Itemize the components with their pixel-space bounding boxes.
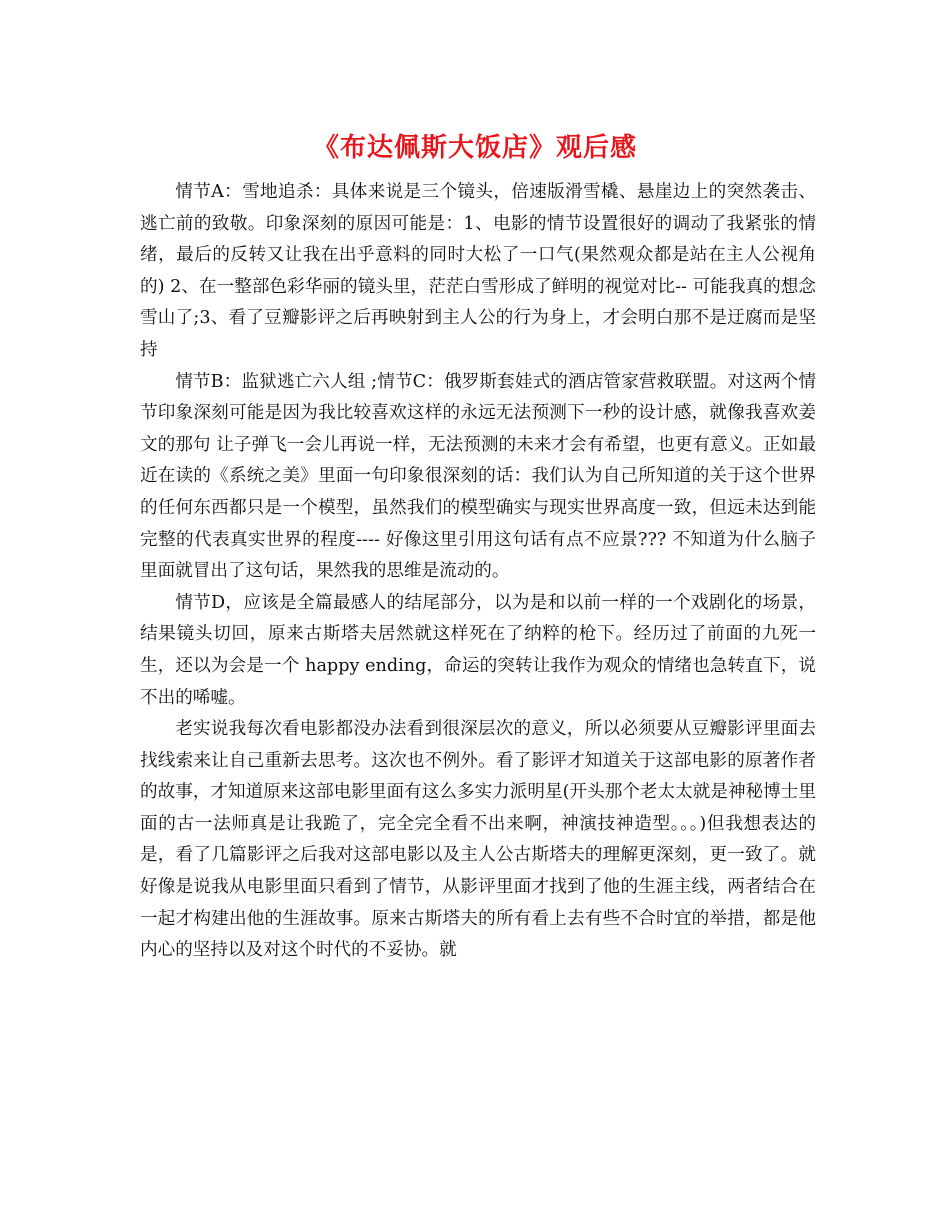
- paragraph-2: 情节B：监狱逃亡六人组 ;情节C：俄罗斯套娃式的酒店管家营救联盟。对这两个情节印象深刻可能是因为我比较喜欢这样的永远无法预测下一秒的设计感，就像我喜欢姜文的那句 让子弹飞一会儿再说一样，无法预测的未来才会有希望，也更有意义。正如最近在读的《系统之美》里面一句印象很深刻的话：我们认为自己所知道的关于这个世界的任何东西都只是一个模型，虽然我们的模型确实与现实世界高度一致，但远未达到能完整的代表真实世界的程度---- 好像这里引用这句话有点不应景??? 不知道为什么脑子里面就冒出了这句话，果然我的思维是流动的。: [140, 371, 816, 582]
- paragraph-1: 情节A：雪地追杀：具体来说是三个镜头，倍速版滑雪橇、悬崖边上的突然袭击、逃亡前的致敬。印象深刻的原因可能是：1、电影的情节设置很好的调动了我紧张的情绪，最后的反转又让我在出乎意料的同时大松了一口气(果然观众都是站在主人公视角的) 2、在一整部色彩华丽的镜头里，茫茫白雪形成了鲜明的视觉对比-- 可能我真的想念雪山了;3、看了豆瓣影评之后再映射到主人公的行为身上，才会明白那不是迂腐而是坚持: [140, 182, 816, 360]
- paragraph-4: 老实说我每次看电影都没办法看到很深层次的意义，所以必须要从豆瓣影评里面去找线索来让自己重新去思考。这次也不例外。看了影评才知道关于这部电影的原著作者的故事，才知道原来这部电影里面有这么多实力派明星(开头那个老太太就是神秘博士里面的古一法师真是让我跪了，完全完全看不出来啊，神演技神造型。。。)但我想表达的是，看了几篇影评之后我对这部电影以及主人公古斯塔夫的理解更深刻，更一致了。就好像是说我从电影里面只看到了情节，从影评里面才找到了他的生涯主线，两者结合在一起才构建出他的生涯故事。原来古斯塔夫的所有看上去有些不合时宜的举措，都是他内心的坚持以及对这个时代的不妥协。就: [140, 719, 816, 961]
- paragraph-3: 情节D，应该是全篇最感人的结尾部分，以为是和以前一样的一个戏剧化的场景，结果镜头切回，原来古斯塔夫居然就这样死在了纳粹的枪下。经历过了前面的九死一生，还以为会是一个 happy ending，命运的突转让我作为观众的情绪也急转直下，说不出的唏嘘。: [140, 592, 816, 708]
- document-body: [140, 177, 816, 967]
- document-title: 《布达佩斯大饭店》观后感: [312, 133, 637, 163]
